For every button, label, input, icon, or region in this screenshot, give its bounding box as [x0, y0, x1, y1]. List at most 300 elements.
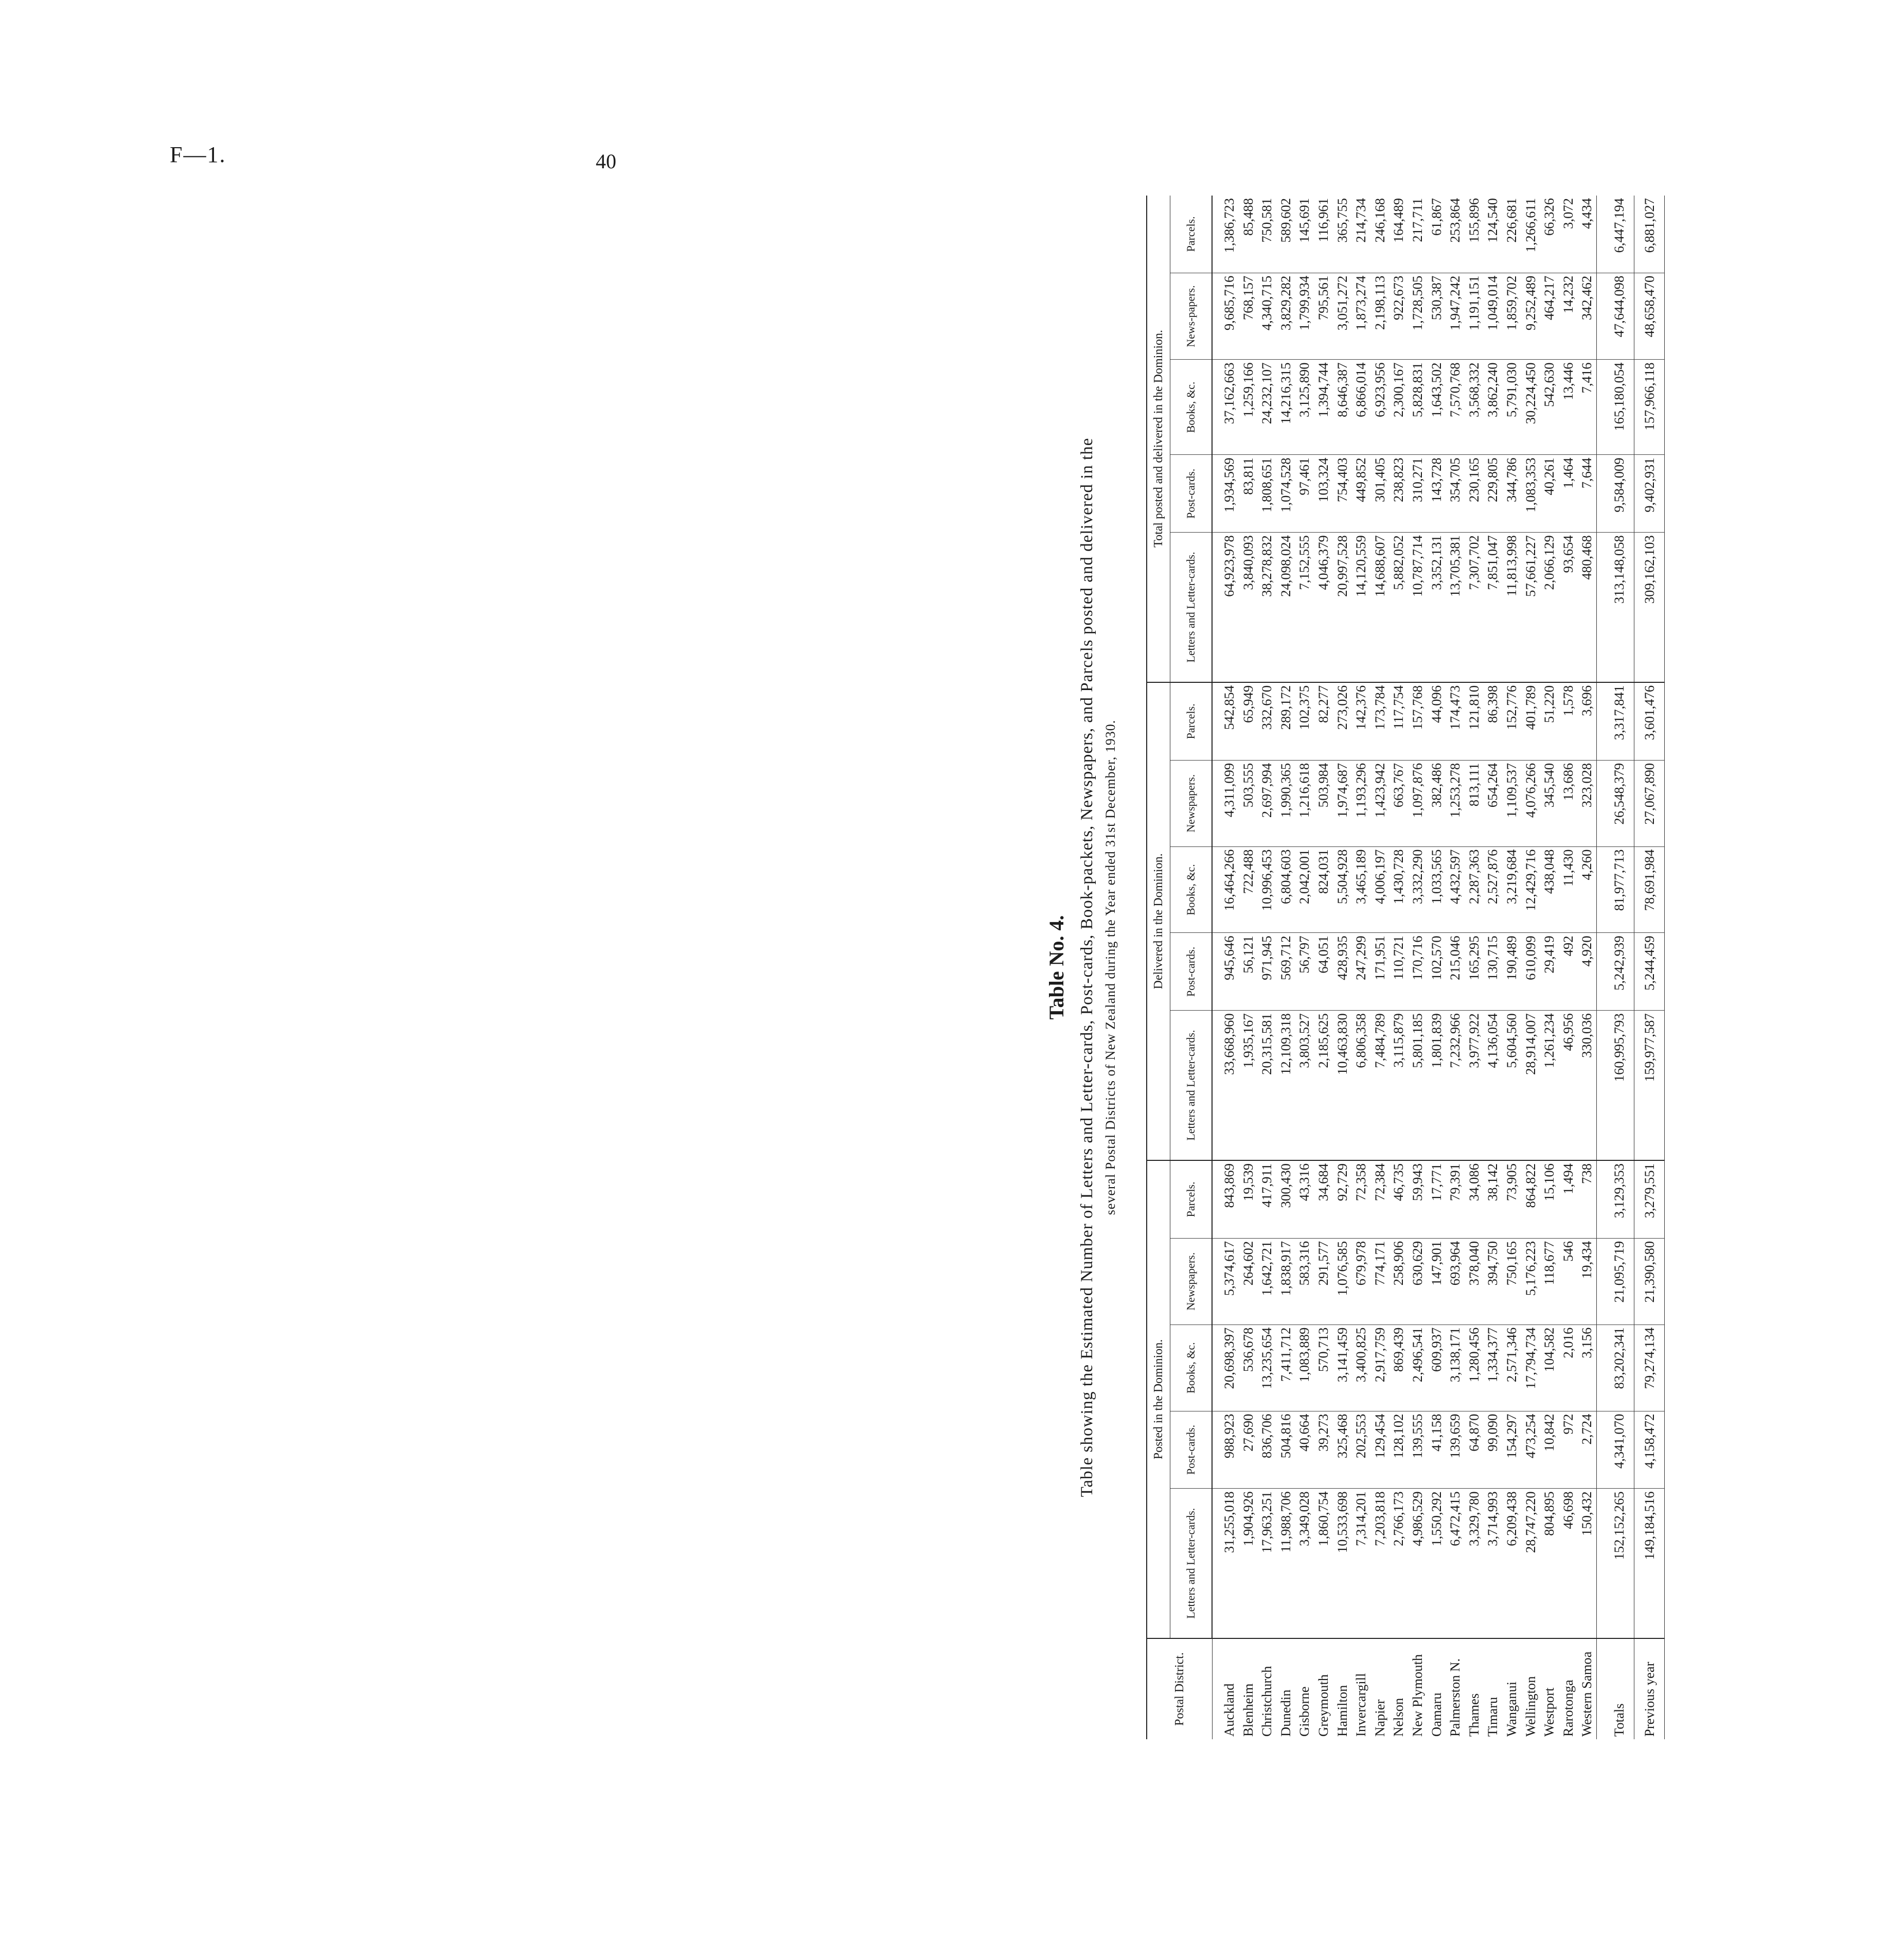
- table-row: [1540, 196, 1559, 1739]
- cell-posted: 3,714,993: [1483, 1489, 1502, 1638]
- cell-delivered: 4,136,054: [1483, 1011, 1502, 1160]
- cell-total: 6,866,014: [1351, 360, 1370, 455]
- cell-total: 1,083,353: [1521, 455, 1540, 533]
- cell-total: 14,120,559: [1351, 533, 1370, 682]
- cell-posted: 988,923: [1212, 1411, 1239, 1489]
- cell-total: 13,705,381: [1446, 533, 1465, 682]
- cell-delivered: 171,951: [1370, 933, 1390, 1011]
- cell-total: 116,961: [1314, 196, 1333, 273]
- cell-posted: 1,550,292: [1427, 1489, 1446, 1638]
- cell-posted: 679,978: [1351, 1238, 1370, 1325]
- cell-total: 11,813,998: [1502, 533, 1521, 682]
- cell-posted: 473,254: [1521, 1411, 1540, 1489]
- cell-posted: 17,794,734: [1521, 1325, 1540, 1411]
- cell-total: 3,568,332: [1465, 360, 1484, 455]
- cell-total: 24,232,107: [1257, 360, 1276, 455]
- cell-posted: 2,724: [1577, 1411, 1596, 1489]
- cell-posted: 154,297: [1502, 1411, 1521, 1489]
- cell-total: 66,326: [1540, 196, 1559, 273]
- cell-delivered: 1,261,234: [1540, 1011, 1559, 1160]
- cell-posted: 3,349,028: [1295, 1489, 1314, 1638]
- cell-total: 64,923,978: [1212, 533, 1239, 682]
- cell-delivered: 569,712: [1276, 933, 1295, 1011]
- table-row: [1295, 196, 1314, 1739]
- cell-posted: 72,384: [1370, 1160, 1390, 1238]
- district-name: Auckland: [1221, 1683, 1237, 1737]
- cell-total: 3,352,131: [1427, 533, 1446, 682]
- cell-delivered: 1,423,942: [1370, 760, 1390, 846]
- cell-posted: 147,901: [1427, 1238, 1446, 1325]
- previous-year-row: [1634, 196, 1664, 1739]
- cell-delivered: 2,185,625: [1314, 1011, 1333, 1160]
- cell-posted: 1,904,926: [1239, 1489, 1258, 1638]
- cell-delivered: 3,465,189: [1351, 846, 1370, 933]
- cell-total: 7,416: [1577, 360, 1596, 455]
- cell-delivered: 401,789: [1521, 682, 1540, 760]
- cell-posted: 1,860,754: [1314, 1489, 1333, 1638]
- cell-total: 253,864: [1446, 196, 1465, 273]
- district-name: Invercargill: [1353, 1673, 1369, 1737]
- cell-total: 768,157: [1239, 273, 1258, 360]
- cell-posted: 2,496,541: [1408, 1325, 1427, 1411]
- column-header-posted-post-cards: Post-cards.: [1170, 1411, 1213, 1489]
- cell-posted: 2,766,173: [1389, 1489, 1408, 1638]
- cell-posted: 7,314,201: [1351, 1489, 1370, 1638]
- cell-delivered: 3,977,922: [1465, 1011, 1484, 1160]
- cell-posted: 31,255,018: [1212, 1489, 1239, 1638]
- cell-delivered: 33,668,960: [1212, 1011, 1239, 1160]
- table-row: [1577, 196, 1596, 1739]
- cell-total: 301,405: [1370, 455, 1390, 533]
- cell-total: 14,688,607: [1370, 533, 1390, 682]
- cell-posted: 630,629: [1408, 1238, 1427, 1325]
- table-row: [1239, 196, 1258, 1739]
- cell-posted: 738: [1577, 1160, 1596, 1238]
- district-name: Western Samoa: [1579, 1651, 1595, 1737]
- cell-delivered: 289,172: [1276, 682, 1295, 760]
- cell-posted: 1,280,456: [1465, 1325, 1484, 1411]
- district-name: Thames: [1466, 1693, 1482, 1737]
- cell-total: 13,446: [1559, 360, 1578, 455]
- totals-row: [1596, 196, 1634, 1739]
- cell-posted: 258,906: [1389, 1238, 1408, 1325]
- table-row: [1212, 196, 1239, 1739]
- cell-delivered: 273,026: [1333, 682, 1352, 760]
- cell-total: 14,216,315: [1276, 360, 1295, 455]
- cell-delivered: 330,036: [1577, 1011, 1596, 1160]
- cell-delivered: 3,115,879: [1389, 1011, 1408, 1160]
- cell-posted: 3,138,171: [1446, 1325, 1465, 1411]
- cell-total: 20,997,528: [1333, 533, 1352, 682]
- cell-delivered: 13,686: [1559, 760, 1578, 846]
- cell-total: 9,402,931: [1634, 455, 1664, 533]
- cell-total: 48,658,470: [1634, 273, 1664, 360]
- cell-total: 1,464: [1559, 455, 1578, 533]
- district-name: Blenheim: [1240, 1683, 1256, 1737]
- cell-posted: 5,374,617: [1212, 1238, 1239, 1325]
- cell-delivered: 1,109,537: [1502, 760, 1521, 846]
- cell-delivered: 10,996,453: [1257, 846, 1276, 933]
- cell-delivered: 170,716: [1408, 933, 1427, 1011]
- cell-posted: 129,454: [1370, 1411, 1390, 1489]
- cell-delivered: 3,696: [1577, 682, 1596, 760]
- cell-total: 143,728: [1427, 455, 1446, 533]
- cell-posted: 7,203,818: [1370, 1489, 1390, 1638]
- cell-posted: 536,678: [1239, 1325, 1258, 1411]
- cell-posted: 72,358: [1351, 1160, 1370, 1238]
- column-header-posted-newspapers: Newspapers.: [1170, 1238, 1213, 1325]
- column-header-total-books: Books, &c.: [1170, 360, 1213, 455]
- cell-delivered: 5,244,459: [1634, 933, 1664, 1011]
- cell-delivered: 102,375: [1295, 682, 1314, 760]
- cell-posted: 1,838,917: [1276, 1238, 1295, 1325]
- cell-total: 754,403: [1333, 455, 1352, 533]
- district-name: Wanganui: [1503, 1681, 1519, 1737]
- cell-posted: 20,698,397: [1212, 1325, 1239, 1411]
- table-row: [1351, 196, 1370, 1739]
- cell-delivered: 1,578: [1559, 682, 1578, 760]
- cell-delivered: 1,097,876: [1408, 760, 1427, 846]
- cell-total: 344,786: [1502, 455, 1521, 533]
- cell-delivered: 5,801,185: [1408, 1011, 1427, 1160]
- cell-delivered: 971,945: [1257, 933, 1276, 1011]
- cell-delivered: 102,570: [1427, 933, 1446, 1011]
- page-number: 40: [596, 150, 616, 173]
- cell-total: 9,252,489: [1521, 273, 1540, 360]
- cell-delivered: 56,121: [1239, 933, 1258, 1011]
- district-name: Napier: [1372, 1699, 1387, 1737]
- table-title: [1075, 196, 1127, 1739]
- cell-delivered: 29,419: [1540, 933, 1559, 1011]
- column-header-total-post-cards: Post-cards.: [1170, 455, 1213, 533]
- cell-total: 157,966,118: [1634, 360, 1664, 455]
- cell-total: 4,046,379: [1314, 533, 1333, 682]
- cell-total: 3,072: [1559, 196, 1578, 273]
- cell-posted: 3,129,353: [1596, 1160, 1634, 1238]
- district-name: Westport: [1541, 1687, 1557, 1737]
- cell-delivered: 173,784: [1370, 682, 1390, 760]
- cell-total: 214,734: [1351, 196, 1370, 273]
- cell-delivered: 4,432,597: [1446, 846, 1465, 933]
- cell-posted: 40,664: [1295, 1411, 1314, 1489]
- cell-delivered: 503,555: [1239, 760, 1258, 846]
- cell-delivered: 130,715: [1483, 933, 1502, 1011]
- cell-posted: 99,090: [1483, 1411, 1502, 1489]
- district-name: New Plymouth: [1409, 1654, 1425, 1737]
- cell-posted: 291,577: [1314, 1238, 1333, 1325]
- cell-delivered: 945,646: [1212, 933, 1239, 1011]
- cell-total: 145,691: [1295, 196, 1314, 273]
- cell-total: 97,461: [1295, 455, 1314, 533]
- cell-total: 57,661,227: [1521, 533, 1540, 682]
- cell-delivered: 3,803,527: [1295, 1011, 1314, 1160]
- cell-delivered: 824,031: [1314, 846, 1333, 933]
- cell-total: 354,705: [1446, 455, 1465, 533]
- cell-total: 24,098,024: [1276, 533, 1295, 682]
- cell-total: 480,468: [1577, 533, 1596, 682]
- cell-delivered: 345,540: [1540, 760, 1559, 846]
- cell-posted: 41,158: [1427, 1411, 1446, 1489]
- cell-posted: 972: [1559, 1411, 1578, 1489]
- cell-delivered: 117,754: [1389, 682, 1408, 760]
- cell-posted: 1,494: [1559, 1160, 1578, 1238]
- district-name: Greymouth: [1315, 1674, 1331, 1737]
- cell-total: 1,859,702: [1502, 273, 1521, 360]
- cell-total: 342,462: [1577, 273, 1596, 360]
- table-row: [1521, 196, 1540, 1739]
- cell-total: 1,643,502: [1427, 360, 1446, 455]
- district-name: Timaru: [1485, 1697, 1501, 1737]
- cell-total: 124,540: [1483, 196, 1502, 273]
- page-identifier: F—1.: [170, 142, 226, 167]
- cell-posted: 1,083,889: [1295, 1325, 1314, 1411]
- cell-total: 313,148,058: [1596, 533, 1634, 682]
- cell-delivered: 6,806,358: [1351, 1011, 1370, 1160]
- cell-posted: 5,176,223: [1521, 1238, 1540, 1325]
- cell-total: 310,271: [1408, 455, 1427, 533]
- cell-posted: 149,184,516: [1634, 1489, 1664, 1638]
- cell-total: 9,584,009: [1596, 455, 1634, 533]
- column-header-total-letters: Letters and Letter-cards.: [1170, 533, 1213, 682]
- cell-posted: 804,895: [1540, 1489, 1559, 1638]
- cell-delivered: 44,096: [1427, 682, 1446, 760]
- cell-posted: 417,911: [1257, 1160, 1276, 1238]
- cell-delivered: 5,604,560: [1502, 1011, 1521, 1160]
- cell-posted: 21,390,580: [1634, 1238, 1664, 1325]
- cell-delivered: 64,051: [1314, 933, 1333, 1011]
- cell-delivered: 26,548,379: [1596, 760, 1634, 846]
- cell-delivered: 3,317,841: [1596, 682, 1634, 760]
- cell-total: 229,805: [1483, 455, 1502, 533]
- cell-total: 1,049,014: [1483, 273, 1502, 360]
- cell-delivered: 16,464,266: [1212, 846, 1239, 933]
- cell-delivered: 6,804,603: [1276, 846, 1295, 933]
- cell-total: 3,862,240: [1483, 360, 1502, 455]
- cell-posted: 546: [1559, 1238, 1578, 1325]
- column-header-posted-letters: Letters and Letter-cards.: [1170, 1489, 1213, 1638]
- group-header-delivered: Delivered in the Dominion.: [1147, 682, 1170, 1160]
- cell-delivered: 1,974,687: [1333, 760, 1352, 846]
- cell-posted: 6,209,438: [1502, 1489, 1521, 1638]
- cell-delivered: 65,949: [1239, 682, 1258, 760]
- cell-delivered: 157,768: [1408, 682, 1427, 760]
- cell-total: 217,711: [1408, 196, 1427, 273]
- cell-total: 6,881,027: [1634, 196, 1664, 273]
- cell-total: 3,051,272: [1333, 273, 1352, 360]
- table-row: [1502, 196, 1521, 1739]
- cell-total: 5,882,052: [1389, 533, 1408, 682]
- cell-posted: 693,964: [1446, 1238, 1465, 1325]
- cell-delivered: 190,489: [1502, 933, 1521, 1011]
- district-name: Nelson: [1391, 1698, 1406, 1737]
- rotated-table-block: [1039, 196, 1888, 1739]
- cell-delivered: 121,810: [1465, 682, 1484, 760]
- district-name: Previous year: [1634, 1638, 1664, 1739]
- cell-posted: 325,468: [1333, 1411, 1352, 1489]
- column-header-postal-district: Postal District.: [1147, 1638, 1212, 1739]
- cell-delivered: 20,315,581: [1257, 1011, 1276, 1160]
- table-row: [1370, 196, 1390, 1739]
- cell-total: 8,646,387: [1333, 360, 1352, 455]
- cell-total: 1,934,569: [1212, 455, 1239, 533]
- cell-total: 165,180,054: [1596, 360, 1634, 455]
- cell-total: 1,947,242: [1446, 273, 1465, 360]
- cell-total: 589,602: [1276, 196, 1295, 273]
- cell-posted: 264,602: [1239, 1238, 1258, 1325]
- cell-posted: 39,273: [1314, 1411, 1333, 1489]
- cell-delivered: 11,430: [1559, 846, 1578, 933]
- cell-total: 7,307,702: [1465, 533, 1484, 682]
- cell-delivered: 142,376: [1351, 682, 1370, 760]
- table-row: [1257, 196, 1276, 1739]
- cell-delivered: 174,473: [1446, 682, 1465, 760]
- cell-delivered: 438,048: [1540, 846, 1559, 933]
- table-title-line-1: Table showing the Estimated Number of Letters and Letter-cards, Post-cards, Book-packets, Newspapers, and Parcels posted and delivered in the: [1078, 437, 1096, 1497]
- cell-posted: 3,156: [1577, 1325, 1596, 1411]
- cell-posted: 34,086: [1465, 1160, 1484, 1238]
- table-row: [1483, 196, 1502, 1739]
- cell-posted: 609,937: [1427, 1325, 1446, 1411]
- cell-delivered: 86,398: [1483, 682, 1502, 760]
- cell-total: 1,266,611: [1521, 196, 1540, 273]
- cell-posted: 11,988,706: [1276, 1489, 1295, 1638]
- cell-total: 103,324: [1314, 455, 1333, 533]
- cell-posted: 378,040: [1465, 1238, 1484, 1325]
- cell-delivered: 2,697,994: [1257, 760, 1276, 846]
- cell-posted: 4,341,070: [1596, 1411, 1634, 1489]
- cell-total: 2,300,167: [1389, 360, 1408, 455]
- cell-posted: 43,316: [1295, 1160, 1314, 1238]
- cell-total: 155,896: [1465, 196, 1484, 273]
- cell-posted: 59,943: [1408, 1160, 1427, 1238]
- postal-statistics-table: [1146, 196, 1665, 1739]
- district-name: Wellington: [1522, 1676, 1538, 1737]
- cell-posted: 15,106: [1540, 1160, 1559, 1238]
- cell-posted: 73,905: [1502, 1160, 1521, 1238]
- cell-total: 922,673: [1389, 273, 1408, 360]
- cell-delivered: 28,914,007: [1521, 1011, 1540, 1160]
- cell-delivered: 46,956: [1559, 1011, 1578, 1160]
- district-name: Palmerston N.: [1447, 1658, 1463, 1737]
- cell-delivered: 110,721: [1389, 933, 1408, 1011]
- cell-total: 93,654: [1559, 533, 1578, 682]
- cell-total: 47,644,098: [1596, 273, 1634, 360]
- cell-total: 1,873,274: [1351, 273, 1370, 360]
- column-header-total-parcels: Parcels.: [1170, 196, 1213, 273]
- cell-total: 40,261: [1540, 455, 1559, 533]
- cell-total: 3,125,890: [1295, 360, 1314, 455]
- district-name: Dunedin: [1277, 1689, 1293, 1737]
- cell-delivered: 2,287,363: [1465, 846, 1484, 933]
- cell-delivered: 610,099: [1521, 933, 1540, 1011]
- cell-total: 230,165: [1465, 455, 1484, 533]
- cell-posted: 10,842: [1540, 1411, 1559, 1489]
- cell-total: 542,630: [1540, 360, 1559, 455]
- cell-posted: 152,152,265: [1596, 1489, 1634, 1638]
- cell-posted: 750,165: [1502, 1238, 1521, 1325]
- cell-delivered: 10,463,830: [1333, 1011, 1352, 1160]
- cell-delivered: 1,253,278: [1446, 760, 1465, 846]
- cell-total: 226,681: [1502, 196, 1521, 273]
- column-header-total-newspapers: News-papers.: [1170, 273, 1213, 360]
- column-header-posted-parcels: Parcels.: [1170, 1160, 1213, 1238]
- cell-total: 1,259,166: [1239, 360, 1258, 455]
- cell-posted: 774,171: [1370, 1238, 1390, 1325]
- cell-total: 6,923,956: [1370, 360, 1390, 455]
- district-name: Totals: [1596, 1638, 1634, 1739]
- cell-posted: 46,698: [1559, 1489, 1578, 1638]
- district-name: Gisborne: [1296, 1686, 1312, 1737]
- column-header-posted-books: Books, &c.: [1170, 1325, 1213, 1411]
- group-header-posted: Posted in the Dominion.: [1147, 1160, 1170, 1638]
- cell-posted: 139,659: [1446, 1411, 1465, 1489]
- cell-total: 2,198,113: [1370, 273, 1390, 360]
- cell-total: 7,851,047: [1483, 533, 1502, 682]
- cell-posted: 1,076,585: [1333, 1238, 1352, 1325]
- cell-posted: 4,158,472: [1634, 1411, 1664, 1489]
- cell-delivered: 3,219,684: [1502, 846, 1521, 933]
- cell-total: 449,852: [1351, 455, 1370, 533]
- cell-posted: 19,539: [1239, 1160, 1258, 1238]
- cell-delivered: 332,670: [1257, 682, 1276, 760]
- cell-posted: 150,432: [1577, 1489, 1596, 1638]
- cell-delivered: 5,504,928: [1333, 846, 1352, 933]
- cell-posted: 1,642,721: [1257, 1238, 1276, 1325]
- cell-posted: 19,434: [1577, 1238, 1596, 1325]
- cell-total: 1,799,934: [1295, 273, 1314, 360]
- cell-delivered: 2,527,876: [1483, 846, 1502, 933]
- cell-total: 85,488: [1239, 196, 1258, 273]
- cell-delivered: 51,220: [1540, 682, 1559, 760]
- cell-posted: 3,400,825: [1351, 1325, 1370, 1411]
- column-header-delivered-newspapers: Newspapers.: [1170, 760, 1213, 846]
- cell-posted: 300,430: [1276, 1160, 1295, 1238]
- table-heading: Table No. 4.: [1045, 915, 1068, 1020]
- cell-delivered: 152,776: [1502, 682, 1521, 760]
- cell-posted: 38,142: [1483, 1160, 1502, 1238]
- cell-posted: 583,316: [1295, 1238, 1314, 1325]
- cell-total: 1,074,528: [1276, 455, 1295, 533]
- cell-posted: 13,235,654: [1257, 1325, 1276, 1411]
- cell-total: 5,828,831: [1408, 360, 1427, 455]
- cell-posted: 10,533,698: [1333, 1489, 1352, 1638]
- cell-posted: 17,963,251: [1257, 1489, 1276, 1638]
- cell-total: 1,386,723: [1212, 196, 1239, 273]
- cell-posted: 118,677: [1540, 1238, 1559, 1325]
- cell-posted: 139,555: [1408, 1411, 1427, 1489]
- cell-delivered: 7,232,966: [1446, 1011, 1465, 1160]
- district-name: Christchurch: [1259, 1666, 1275, 1737]
- table-row: [1427, 196, 1446, 1739]
- cell-posted: 1,334,377: [1483, 1325, 1502, 1411]
- cell-posted: 28,747,220: [1521, 1489, 1540, 1638]
- cell-delivered: 12,109,318: [1276, 1011, 1295, 1160]
- table-row: [1333, 196, 1352, 1739]
- cell-posted: 34,684: [1314, 1160, 1333, 1238]
- cell-total: 309,162,103: [1634, 533, 1664, 682]
- cell-total: 750,581: [1257, 196, 1276, 273]
- column-header-delivered-letters: Letters and Letter-cards.: [1170, 1011, 1213, 1160]
- cell-total: 164,489: [1389, 196, 1408, 273]
- cell-delivered: 654,264: [1483, 760, 1502, 846]
- cell-posted: 7,411,712: [1276, 1325, 1295, 1411]
- cell-posted: 869,439: [1389, 1325, 1408, 1411]
- cell-total: 10,787,714: [1408, 533, 1427, 682]
- cell-posted: 21,095,719: [1596, 1238, 1634, 1325]
- cell-delivered: 542,854: [1212, 682, 1239, 760]
- group-header-total: Total posted and delivered in the Dominion.: [1147, 196, 1170, 682]
- district-name: Rarotonga: [1560, 1680, 1576, 1737]
